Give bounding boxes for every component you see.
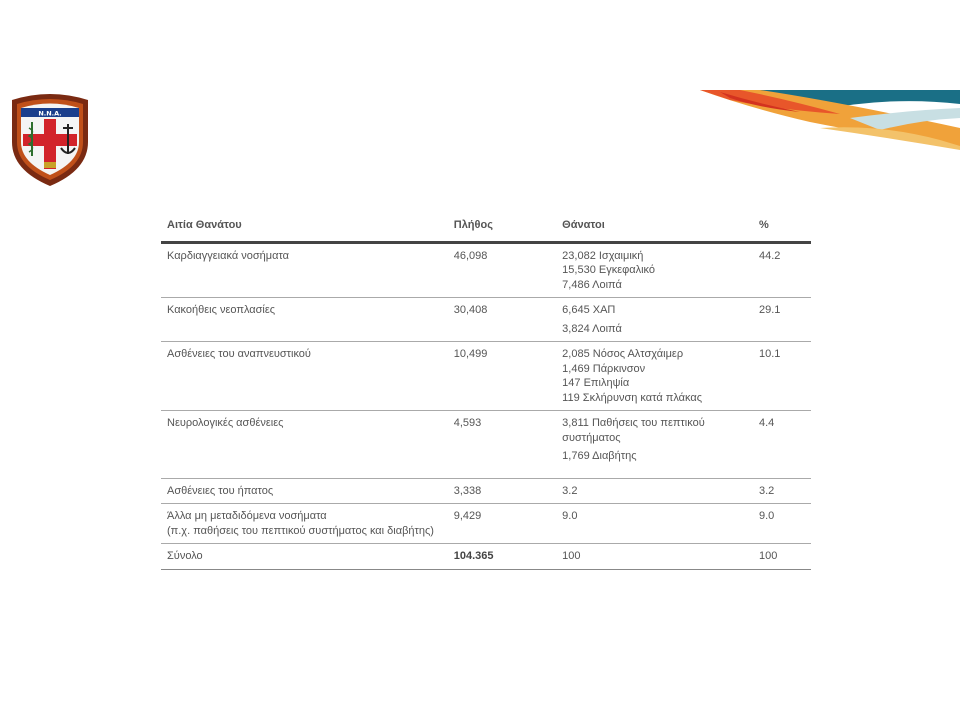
cell-percent: 44.2 [753,242,811,298]
cell-deaths: 23,082 Ισχαιμική 15,530 Εγκεφαλικό 7,486 Λοιπά [556,242,753,298]
header-cause: Αιτία Θανάτου [161,214,448,242]
cell-count: 104.365 [448,544,556,570]
table-row [161,504,811,544]
cell-count: 9,429 [448,504,556,544]
table-row [161,342,811,411]
table-row-total [161,544,811,570]
cell-cause: Καρδιαγγειακά νοσήματα [161,242,448,298]
cell-percent: 100 [753,544,811,570]
cell-cause: Κακοήθεις νεοπλασίες [161,298,448,342]
table-row [161,298,811,342]
cell-cause: Άλλα μη μεταδιδόμενα νοσήματα (π.χ. παθήσεις του πεπτικού συστήματος και διαβήτης) [161,504,448,544]
cell-count: 3,338 [448,478,556,504]
cell-count: 46,098 [448,242,556,298]
header-count: Πλήθος [448,214,556,242]
table-row [161,242,811,298]
header-percent: % [753,214,811,242]
cell-percent: 3.2 [753,478,811,504]
table-row [161,411,811,479]
cell-cause: Ασθένειες του αναπνευστικού [161,342,448,411]
cell-percent: 29.1 [753,298,811,342]
table-header-row [161,214,811,242]
cell-deaths: 3.2 [556,478,753,504]
table-row [161,478,811,504]
cell-deaths: 6,645 ΧΑΠ 3,824 Λοιπά [556,298,753,342]
cell-percent: 10.1 [753,342,811,411]
cell-count: 10,499 [448,342,556,411]
cell-count: 30,408 [448,298,556,342]
cell-cause: Νευρολογικές ασθένειες [161,411,448,479]
cell-deaths: 100 [556,544,753,570]
cell-deaths: 2,085 Νόσος Αλτσχάιμερ 1,469 Πάρκινσον 147 Επιληψία 119 Σκλήρυνση κατά πλάκας [556,342,753,411]
navy-hospital-logo [8,90,92,188]
cell-percent: 9.0 [753,504,811,544]
decorative-swoosh [700,88,960,150]
cell-cause: Ασθένειες του ήπατος [161,478,448,504]
mortality-table [161,214,811,570]
cell-deaths: 9.0 [556,504,753,544]
cell-count: 4,593 [448,411,556,479]
header-deaths: Θάνατοι [556,214,753,242]
logo-text: Ν.Ν.Α. [38,109,62,118]
cell-percent: 4.4 [753,411,811,479]
cell-deaths: 3,811 Παθήσεις του πεπτικού συστήματος 1,769 Διαβήτης [556,411,753,479]
cell-cause: Σύνολο [161,544,448,570]
